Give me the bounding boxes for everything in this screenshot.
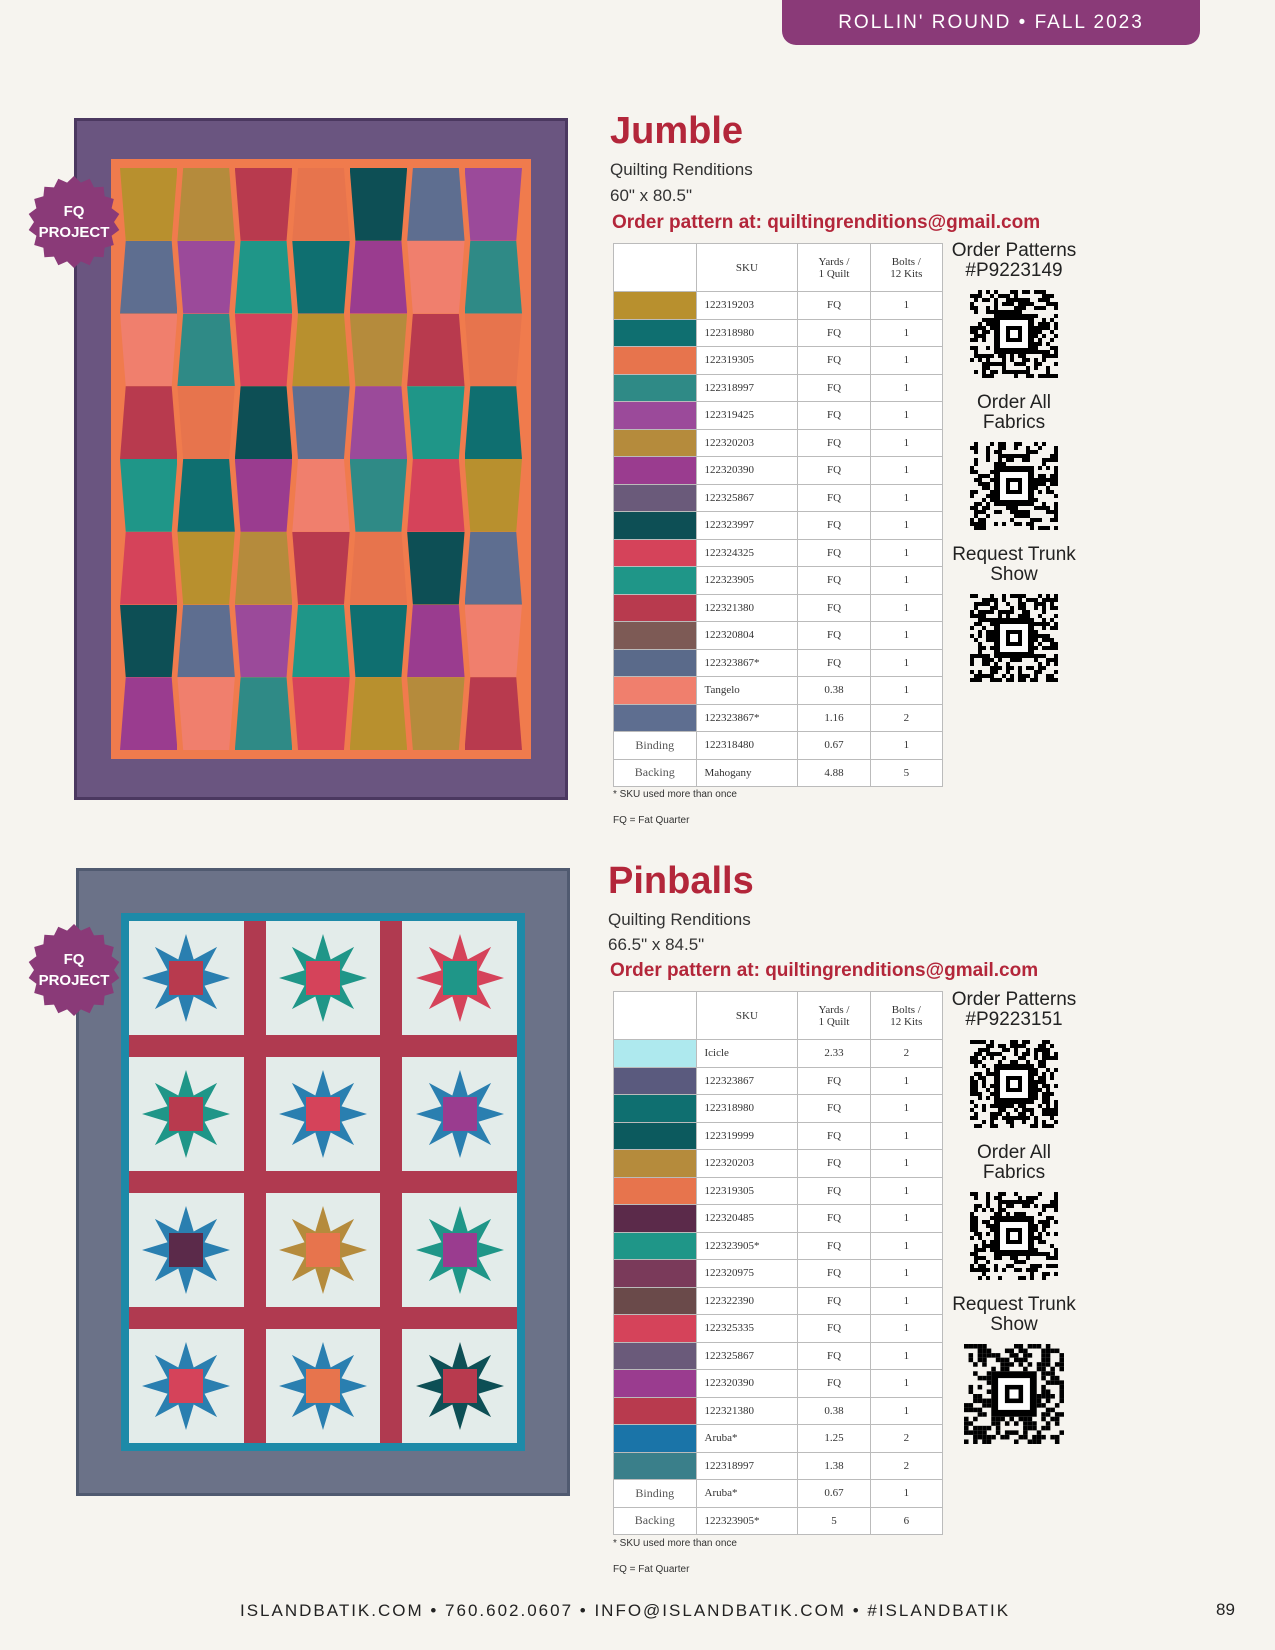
bolts-cell: 1: [870, 429, 942, 457]
pinballs-quilt-image: [76, 868, 570, 1496]
fabric-swatch: [614, 429, 697, 457]
yards-cell: FQ: [798, 1315, 870, 1343]
quilt-patch: [292, 168, 349, 241]
star-block: [266, 921, 381, 1035]
sku-cell: 122318980: [696, 319, 798, 347]
bolts-cell: 1: [870, 319, 942, 347]
table-row: [614, 1480, 943, 1508]
bolts-cell: 1: [870, 512, 942, 540]
sku-cell: 122318997: [696, 1452, 798, 1480]
sku-cell: 122320203: [696, 429, 798, 457]
yards-cell: 1.16: [798, 704, 870, 732]
yards-cell: FQ: [798, 347, 870, 375]
sku-cell: 122324325: [696, 539, 798, 567]
sku-cell: 122323905*: [696, 1232, 798, 1260]
star-block: [129, 921, 244, 1035]
yards-cell: FQ: [798, 1205, 870, 1233]
sku-header: SKU: [696, 992, 798, 1040]
bolts-cell: 1: [870, 1150, 942, 1178]
quilt-patch: [292, 386, 349, 459]
sku-cell: 122320390: [696, 1370, 798, 1398]
yards-cell: 0.38: [798, 1397, 870, 1425]
quilt-patch: [235, 314, 292, 387]
table-row: [614, 759, 943, 787]
quilt-patch: [235, 386, 292, 459]
table-row: [614, 292, 943, 320]
bolts-header: Bolts / 12 Kits: [870, 244, 942, 292]
quilt-patch: [120, 532, 177, 605]
bolts-cell: 1: [870, 677, 942, 705]
quilt-patch: [350, 459, 407, 532]
yards-cell: FQ: [798, 1287, 870, 1315]
bolts-cell: 1: [870, 1177, 942, 1205]
quilt-patch: [292, 241, 349, 314]
fabric-swatch: [614, 1342, 697, 1370]
quilt-patch: [407, 386, 464, 459]
sku-cell: 122319425: [696, 402, 798, 430]
table-row: [614, 677, 943, 705]
fabric-swatch: [614, 402, 697, 430]
fabric-swatch: [614, 539, 697, 567]
quilt-patch: [120, 386, 177, 459]
star-block: [266, 1057, 381, 1171]
yards-header: Yards / 1 Quilt: [798, 244, 870, 292]
quilt-patch: [407, 241, 464, 314]
qr-code-trunk-show[interactable]: [964, 1344, 1064, 1444]
yards-cell: FQ: [798, 649, 870, 677]
quilt-patch: [465, 459, 522, 532]
sku-cell: 122319999: [696, 1122, 798, 1150]
qr-code-order-patterns[interactable]: [970, 1040, 1058, 1128]
sku-cell: 122323905: [696, 567, 798, 595]
star-block: [402, 1193, 517, 1307]
table-row: [614, 1067, 943, 1095]
bolts-cell: 1: [870, 402, 942, 430]
footer-contact: ISLANDBATIK.COM • 760.602.0607 • INFO@ISLANDBATIK.COM • #ISLANDBATIK: [240, 1601, 1011, 1620]
bolts-cell: 2: [870, 1425, 942, 1453]
quilt-patch: [465, 386, 522, 459]
row-label: Backing: [614, 1507, 697, 1535]
table-row: [614, 594, 943, 622]
table-row: [614, 1507, 943, 1535]
yards-cell: FQ: [798, 374, 870, 402]
yards-cell: 4.88: [798, 759, 870, 787]
fabric-swatch: [614, 292, 697, 320]
bolts-cell: 1: [870, 1480, 942, 1508]
quilt-patch: [292, 677, 349, 750]
fabric-swatch: [614, 1452, 697, 1480]
table-row: [614, 1370, 943, 1398]
sku-cell: 122318480: [696, 732, 798, 760]
sku-cell: 122323867: [696, 1067, 798, 1095]
fabric-swatch: [614, 1150, 697, 1178]
yards-cell: FQ: [798, 457, 870, 485]
yards-cell: FQ: [798, 1232, 870, 1260]
quilt-patch: [350, 386, 407, 459]
quilt-patch: [177, 459, 234, 532]
fabric-swatch: [614, 1370, 697, 1398]
quilt-patch: [177, 168, 234, 241]
qr-label-trunk-show: Request Trunk Show: [952, 544, 1076, 585]
sku-cell: 122325867: [696, 1342, 798, 1370]
yards-cell: FQ: [798, 539, 870, 567]
fabric-swatch: [614, 1397, 697, 1425]
quilt-patch: [407, 605, 464, 678]
yards-cell: FQ: [798, 1067, 870, 1095]
table-row: [614, 1205, 943, 1233]
fabric-swatch: [614, 1122, 697, 1150]
qr-label-order-fabrics: Order All Fabrics: [977, 392, 1051, 433]
swatch-header: [614, 992, 697, 1040]
bolts-cell: 1: [870, 292, 942, 320]
bolts-cell: 1: [870, 622, 942, 650]
table-row: [614, 1232, 943, 1260]
jumble-quilt-image: [74, 118, 568, 800]
sku-cell: Tangelo: [696, 677, 798, 705]
table-row: [614, 1122, 943, 1150]
fabric-swatch: [614, 567, 697, 595]
table-row: [614, 732, 943, 760]
fabric-table: [613, 243, 943, 787]
bolts-cell: 1: [870, 1260, 942, 1288]
yards-cell: FQ: [798, 292, 870, 320]
order-pattern-link[interactable]: Order pattern at: quiltingrenditions@gmail.com: [610, 960, 1039, 981]
fabric-swatch: [614, 1205, 697, 1233]
sku-cell: 122319305: [696, 1177, 798, 1205]
quilt-patch: [177, 532, 234, 605]
yards-cell: 1.25: [798, 1425, 870, 1453]
quilt-patch: [120, 314, 177, 387]
quilt-patch: [350, 241, 407, 314]
row-label: Backing: [614, 759, 697, 787]
yards-cell: FQ: [798, 512, 870, 540]
star-block: [402, 921, 517, 1035]
fabric-swatch: [614, 1040, 697, 1068]
table-row: [614, 1315, 943, 1343]
yards-cell: FQ: [798, 1260, 870, 1288]
sku-cell: 122319305: [696, 347, 798, 375]
yards-header: Yards / 1 Quilt: [798, 992, 870, 1040]
yards-cell: 2.33: [798, 1040, 870, 1068]
yards-cell: 0.38: [798, 677, 870, 705]
table-row: [614, 1177, 943, 1205]
bolts-cell: 2: [870, 1452, 942, 1480]
bolts-cell: 1: [870, 457, 942, 485]
page-number: 89: [1216, 1600, 1235, 1619]
bolts-header: Bolts / 12 Kits: [870, 992, 942, 1040]
quilt-patch: [407, 677, 464, 750]
yards-cell: FQ: [798, 1177, 870, 1205]
bolts-cell: 1: [870, 1342, 942, 1370]
yards-cell: 0.67: [798, 1480, 870, 1508]
bolts-cell: 1: [870, 1287, 942, 1315]
qr-code-order-patterns[interactable]: [970, 290, 1058, 378]
fabric-swatch: [614, 1425, 697, 1453]
bolts-cell: 2: [870, 1040, 942, 1068]
quilt-patch: [177, 386, 234, 459]
qr-label-trunk-show: Request Trunk Show: [952, 1294, 1076, 1335]
quilt-patch: [177, 677, 234, 750]
qr-label-order-fabrics: Order All Fabrics: [977, 1142, 1051, 1183]
fabric-swatch: [614, 374, 697, 402]
fq-project-badge: [28, 176, 120, 268]
bolts-cell: 1: [870, 484, 942, 512]
fabric-swatch: [614, 1287, 697, 1315]
quilt-patch: [120, 241, 177, 314]
fabric-swatch: [614, 1095, 697, 1123]
sku-cell: 122323997: [696, 512, 798, 540]
quilt-patch: [350, 314, 407, 387]
star-block: [129, 1193, 244, 1307]
sku-header: SKU: [696, 244, 798, 292]
fabric-swatch: [614, 1177, 697, 1205]
table-row: [614, 1260, 943, 1288]
sku-cell: 122320203: [696, 1150, 798, 1178]
quilt-patch: [292, 532, 349, 605]
star-block: [402, 1057, 517, 1171]
table-row: [614, 704, 943, 732]
quilt-patch: [465, 605, 522, 678]
quilt-patch: [407, 314, 464, 387]
badge-line-2: PROJECT: [38, 224, 110, 241]
sku-cell: 122318997: [696, 374, 798, 402]
bolts-cell: 1: [870, 567, 942, 595]
quilt-patch: [292, 459, 349, 532]
sku-cell: 122322390: [696, 1287, 798, 1315]
quilt-patch: [465, 532, 522, 605]
table-row: [614, 347, 943, 375]
sku-cell: 122321380: [696, 1397, 798, 1425]
row-label: Binding: [614, 1480, 697, 1508]
qr-code-order-fabrics[interactable]: [970, 442, 1058, 530]
bolts-cell: 1: [870, 1205, 942, 1233]
yards-cell: FQ: [798, 1095, 870, 1123]
table-row: [614, 1425, 943, 1453]
quilt-patch: [407, 168, 464, 241]
sku-cell: 122325867: [696, 484, 798, 512]
fabric-swatch: [614, 1067, 697, 1095]
footnote-fq: FQ = Fat Quarter: [613, 1564, 690, 1575]
yards-cell: FQ: [798, 1342, 870, 1370]
fabric-swatch: [614, 512, 697, 540]
sku-cell: 122318980: [696, 1095, 798, 1123]
sku-cell: 122323905*: [696, 1507, 798, 1535]
quilt-patch: [350, 677, 407, 750]
bolts-cell: 1: [870, 539, 942, 567]
table-row: [614, 1452, 943, 1480]
quilt-patch: [120, 459, 177, 532]
sku-cell: 122320975: [696, 1260, 798, 1288]
yards-cell: FQ: [798, 1370, 870, 1398]
quilt-patch: [120, 605, 177, 678]
fabric-swatch: [614, 1260, 697, 1288]
qr-label-order-patterns: Order Patterns #P9223149: [951, 240, 1077, 281]
yards-cell: 5: [798, 1507, 870, 1535]
sku-cell: Icicle: [696, 1040, 798, 1068]
sku-cell: 122319203: [696, 292, 798, 320]
table-row: [614, 457, 943, 485]
quilt-patch: [465, 168, 522, 241]
bolts-cell: 1: [870, 649, 942, 677]
quilt-patch: [465, 314, 522, 387]
bolts-cell: 6: [870, 1507, 942, 1535]
star-block: [266, 1193, 381, 1307]
table-row: [614, 1150, 943, 1178]
quilt-patch: [120, 677, 177, 750]
fabric-swatch: [614, 1232, 697, 1260]
yards-cell: FQ: [798, 1150, 870, 1178]
badge-line-1: FQ: [63, 203, 85, 220]
fq-project-badge: [28, 924, 120, 1016]
table-row: [614, 1397, 943, 1425]
table-row: [614, 429, 943, 457]
yards-cell: 0.67: [798, 732, 870, 760]
yards-cell: FQ: [798, 319, 870, 347]
swatch-header: [614, 244, 697, 292]
bolts-cell: 1: [870, 1315, 942, 1343]
bolts-cell: 1: [870, 1067, 942, 1095]
sku-cell: 122320804: [696, 622, 798, 650]
fabric-swatch: [614, 622, 697, 650]
yards-cell: 1.38: [798, 1452, 870, 1480]
issue-banner: ROLLIN' ROUND • FALL 2023: [782, 0, 1200, 45]
fabric-swatch: [614, 457, 697, 485]
table-row: [614, 1040, 943, 1068]
project-title: Pinballs: [608, 860, 754, 902]
quilt-patch: [407, 532, 464, 605]
quilt-patch: [235, 241, 292, 314]
fabric-swatch: [614, 484, 697, 512]
table-row: [614, 1095, 943, 1123]
sku-cell: 122323867*: [696, 704, 798, 732]
bolts-cell: 1: [870, 347, 942, 375]
sku-cell: Aruba*: [696, 1480, 798, 1508]
project-title: Jumble: [610, 110, 744, 152]
table-row: [614, 484, 943, 512]
table-row: [614, 374, 943, 402]
designer-name: Quilting Renditions: [610, 160, 753, 179]
table-row: [614, 1287, 943, 1315]
bolts-cell: 1: [870, 1122, 942, 1150]
table-row: [614, 539, 943, 567]
star-block: [266, 1329, 381, 1443]
bolts-cell: 1: [870, 732, 942, 760]
yards-cell: FQ: [798, 484, 870, 512]
bolts-cell: 1: [870, 1232, 942, 1260]
qr-label-order-patterns: Order Patterns #P9223151: [951, 989, 1077, 1030]
yards-cell: FQ: [798, 622, 870, 650]
sku-cell: 122320485: [696, 1205, 798, 1233]
bolts-cell: 5: [870, 759, 942, 787]
yards-cell: FQ: [798, 594, 870, 622]
quilt-patch: [350, 605, 407, 678]
order-pattern-link[interactable]: Order pattern at: quiltingrenditions@gmail.com: [612, 212, 1041, 233]
quilt-size: 66.5" x 84.5": [608, 935, 705, 954]
quilt-patch: [235, 459, 292, 532]
yards-cell: FQ: [798, 429, 870, 457]
badge-line-2: PROJECT: [38, 972, 110, 989]
bolts-cell: 1: [870, 594, 942, 622]
fabric-swatch: [614, 649, 697, 677]
bolts-cell: 1: [870, 374, 942, 402]
qr-code-trunk-show[interactable]: [970, 594, 1058, 682]
quilt-patch: [177, 605, 234, 678]
fabric-swatch: [614, 319, 697, 347]
fabric-table: [613, 991, 943, 1535]
fabric-swatch: [614, 1315, 697, 1343]
qr-code-order-fabrics[interactable]: [970, 1192, 1058, 1280]
yards-cell: FQ: [798, 1122, 870, 1150]
table-row: [614, 1342, 943, 1370]
yards-cell: FQ: [798, 402, 870, 430]
fabric-swatch: [614, 347, 697, 375]
quilt-patch: [235, 677, 292, 750]
bolts-cell: 1: [870, 1370, 942, 1398]
star-block: [402, 1329, 517, 1443]
quilt-patch: [235, 532, 292, 605]
table-row: [614, 319, 943, 347]
quilt-patch: [407, 459, 464, 532]
table-row: [614, 512, 943, 540]
footnote-sku: * SKU used more than once: [613, 789, 737, 800]
star-block: [129, 1329, 244, 1443]
star-block: [129, 1057, 244, 1171]
bolts-cell: 1: [870, 1397, 942, 1425]
sku-cell: 122325335: [696, 1315, 798, 1343]
yards-cell: FQ: [798, 567, 870, 595]
bolts-cell: 1: [870, 1095, 942, 1123]
quilt-patch: [465, 241, 522, 314]
designer-name: Quilting Renditions: [608, 910, 751, 929]
quilt-patch: [235, 168, 292, 241]
badge-line-1: FQ: [63, 951, 85, 968]
quilt-patch: [120, 168, 177, 241]
sku-cell: 122323867*: [696, 649, 798, 677]
quilt-patch: [350, 168, 407, 241]
quilt-patch: [465, 677, 522, 750]
quilt-size: 60" x 80.5": [610, 186, 693, 205]
row-label: Binding: [614, 732, 697, 760]
quilt-patch: [177, 241, 234, 314]
table-row: [614, 402, 943, 430]
quilt-patch: [292, 314, 349, 387]
fabric-swatch: [614, 594, 697, 622]
quilt-patch: [350, 532, 407, 605]
sku-cell: 122321380: [696, 594, 798, 622]
table-row: [614, 622, 943, 650]
sku-cell: Mahogany: [696, 759, 798, 787]
fabric-swatch: [614, 704, 697, 732]
table-row: [614, 567, 943, 595]
quilt-patch: [177, 314, 234, 387]
sku-cell: 122320390: [696, 457, 798, 485]
footnote-fq: FQ = Fat Quarter: [613, 815, 690, 826]
sku-cell: Aruba*: [696, 1425, 798, 1453]
table-row: [614, 649, 943, 677]
footnote-sku: * SKU used more than once: [613, 1538, 737, 1549]
fabric-swatch: [614, 677, 697, 705]
bolts-cell: 2: [870, 704, 942, 732]
quilt-patch: [292, 605, 349, 678]
quilt-patch: [235, 605, 292, 678]
